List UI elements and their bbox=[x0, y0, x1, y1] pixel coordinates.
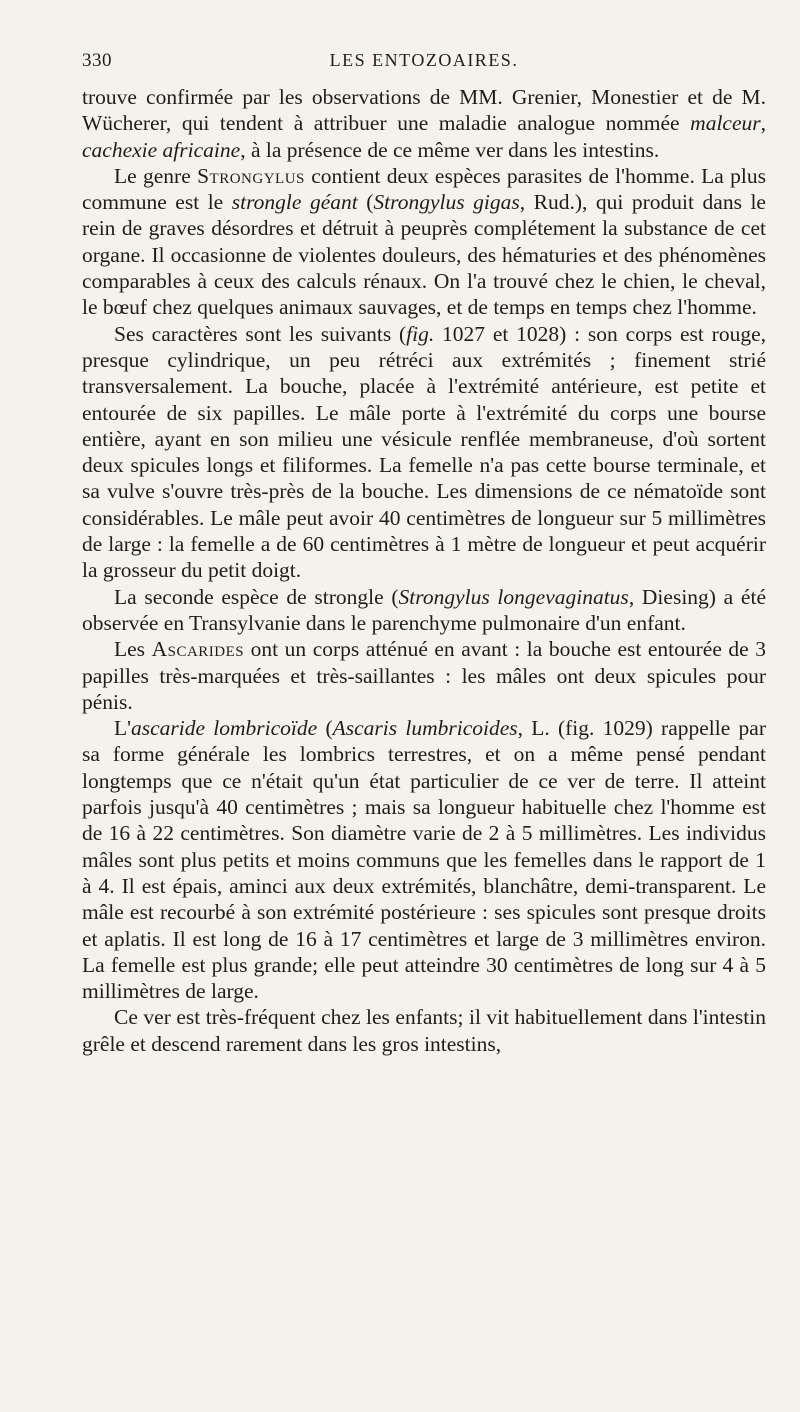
text-span: contient deux espèces parasites de l'homme. La plus commune est le bbox=[82, 163, 766, 215]
italic-span: ascaride lombricoïde bbox=[131, 716, 318, 741]
italic-span: fig. bbox=[406, 321, 435, 346]
italic-span: Strongylus longevaginatus bbox=[398, 584, 629, 609]
text-span: L' bbox=[114, 716, 132, 741]
paragraph bbox=[82, 1004, 766, 1057]
text-span: , à la présence de ce même ver dans les intestins. bbox=[240, 137, 660, 162]
italic-span: strongle géant bbox=[231, 190, 358, 215]
text-span: ( bbox=[317, 716, 333, 741]
page-header bbox=[82, 50, 766, 78]
text-span: ( bbox=[357, 190, 374, 215]
running-title: LES ENTOZOAIRES. bbox=[329, 50, 519, 70]
smallcaps-span: Strongylus bbox=[197, 163, 305, 188]
italic-span: Ascaris lumbricoides bbox=[332, 716, 518, 741]
text-span: , L. (fig. 1029) rappelle par sa forme générale les lombrics terrestres, et on a même pensé pendant longtemps que ce n'était qu'un état particulier de ce ver de terre. Il atteint parfois jusqu'à 40 centimètres ; mais sa longueur habituelle chez l'homme est de 16 à 22 centimètres. Son diamètre varie de 2 à 5 millimètres. Les individus mâles sont plus petits et moins communs que les femelles dans le rapport de 1 à 4. Il est épais, aminci aux deux extrémités, blanchâtre, demi-transparent. Le mâle est recourbé à son extrémité postérieure : ses spicules sont presque droits et aplatis. Il est long de 16 à 17 centimètres et large de 3 millimètres environ. La femelle est plus grande; elle peut atteindre 30 centimètres de long sur 4 à 5 millimètres de large. bbox=[82, 716, 766, 1004]
text-span: trouve confirmée par les observations de MM. Grenier, Monestier et de M. Wücherer, qui tendent à attribuer une maladie analogue nommée bbox=[82, 85, 766, 136]
text-span: Ses caractères sont les suivants ( bbox=[114, 321, 407, 346]
text-span: Ce ver est très-fréquent chez les enfants; il vit habituellement dans l'intestin grêle et descend rarement dans les gros intestins, bbox=[82, 1005, 766, 1056]
paragraph bbox=[82, 636, 766, 715]
paragraph bbox=[82, 321, 766, 584]
body-text bbox=[82, 84, 766, 1057]
text-span: ont un corps atténué en avant : la bouche est entourée de 3 papilles très-marquées et très-saillantes : les mâles ont deux spicules pour pénis. bbox=[82, 637, 766, 714]
paragraph bbox=[82, 84, 766, 163]
text-span: La seconde espèce de strongle ( bbox=[114, 584, 399, 609]
paragraph bbox=[82, 584, 766, 637]
smallcaps-span: Ascarides bbox=[151, 637, 245, 662]
text-span: , Diesing) a été observée en Transylvanie dans le parenchyme pulmonaire d'un enfant. bbox=[82, 584, 766, 635]
text-span: Les bbox=[114, 637, 152, 662]
page-number: 330 bbox=[82, 50, 112, 71]
italic-span: Strongylus gigas bbox=[373, 190, 520, 215]
text-span: 1027 et 1028) : son corps est rouge, presque cylindrique, un peu rétréci aux extrémités ; finement strié transversalement. La bouche, placée à l'extrémité antérieure, est petite et entourée de six papilles. Le mâle porte à l'extrémité du corps une bourse entière, ayant en son milieu une vésicule renflée membraneuse, d'où sortent deux spicules longs et filiformes. La femelle n'a pas cette bourse terminale, et sa vulve s'ouvre très-près de la bouche. Les dimensions de ce nématoïde sont considérables. Le mâle peut avoir 40 centimètres de longueur sur 5 millimètres de large : la femelle a de 60 centimètres à 1 mètre de longueur et peut acquérir la grosseur du petit doigt. bbox=[82, 321, 766, 583]
italic-span: malceur bbox=[690, 111, 761, 136]
italic-span: cachexie africaine bbox=[82, 137, 241, 162]
text-span: , bbox=[760, 111, 766, 136]
text-span: Le genre bbox=[114, 163, 198, 188]
paragraph bbox=[82, 163, 766, 321]
text-span: , Rud.), qui produit dans le rein de graves désordres et détruit à peuprès complétement la substance de cet organe. Il occasionne de violentes douleurs, des hématuries et des phénomènes comparables à ceux des calculs rénaux. On l'a trouvé chez le chien, le cheval, le bœuf chez quelques animaux sauvages, et de temps en temps chez l'homme. bbox=[82, 190, 766, 320]
paragraph bbox=[82, 715, 766, 1004]
